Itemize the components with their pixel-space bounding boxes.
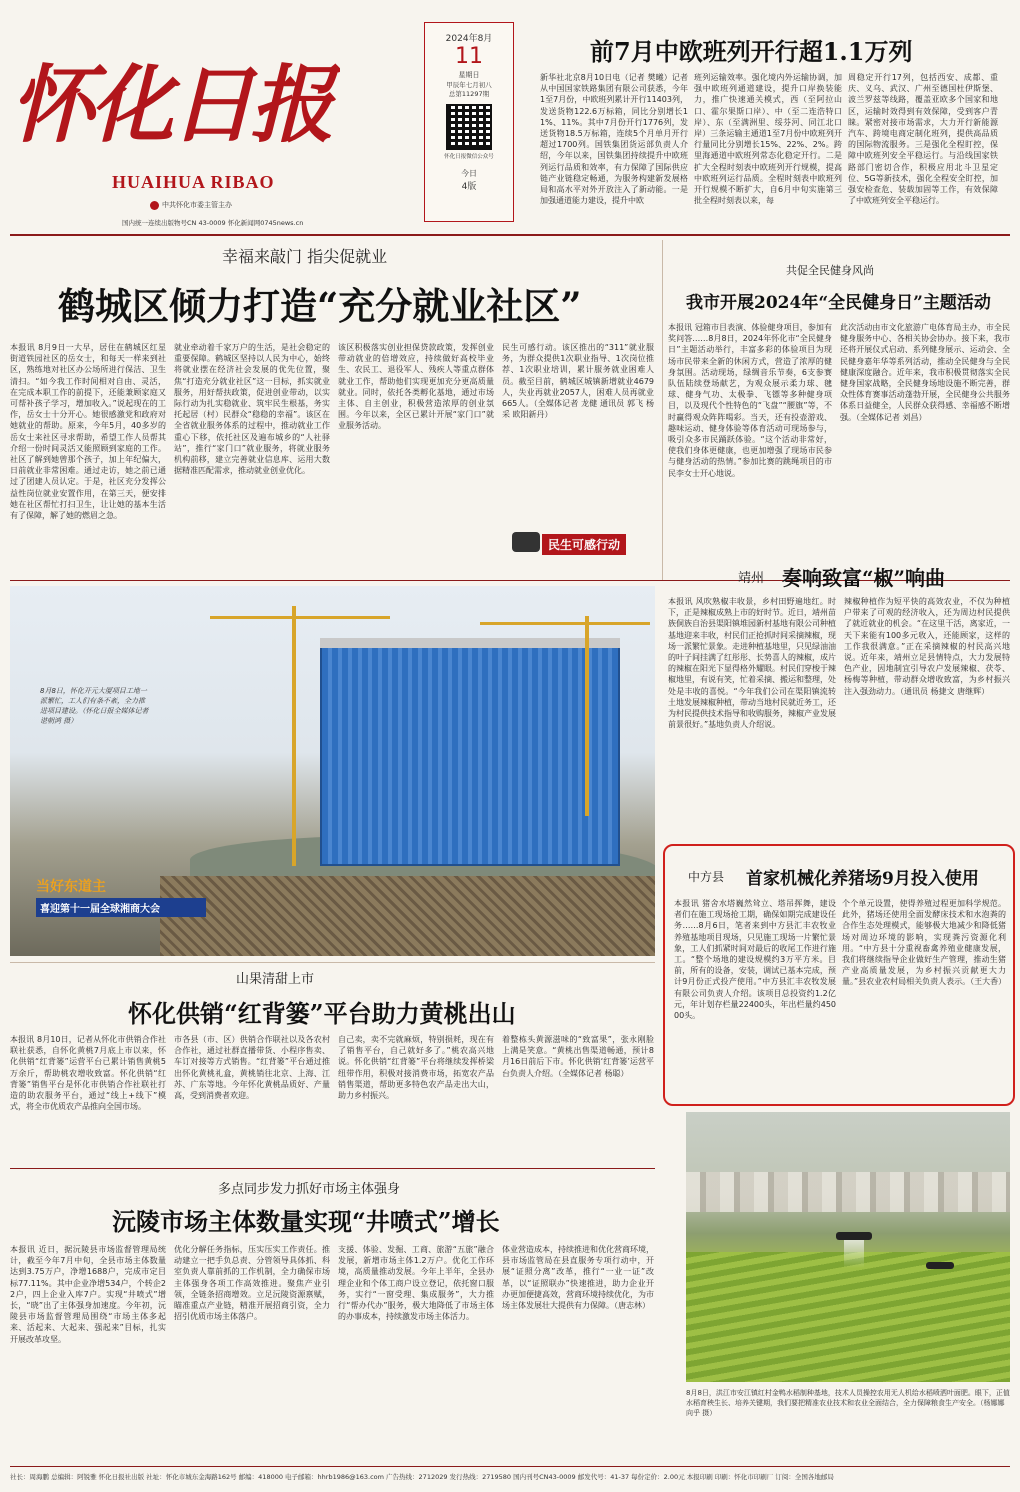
camera-icon xyxy=(512,532,540,552)
rice-field-caption: 8月8日，洪江市安江镇红村金鸭水稻制种基地，技术人员操控农用无人机给水稻喷洒叶面肥。眼下，正值水稻育秧生长、培养关键期，我们要把精准农业技术和农业全面结合，全力保障粮食生产安全。（杨娜娜 向乎 摄） xyxy=(686,1389,1010,1417)
lead-col-2: 班列运输效率。强化境内外运输协调，加强中欧班列通道建设，提升口岸换装能力，推广快速通关模式，西（至阿拉山口、霍尔果斯口岸）、中（至二连浩特口岸）、东（至满洲里、绥芬河、同江北口岸）三条运输主通道1至7月份中欧班列开行量同比分别增长15%、22%、2%。跨里海通道中欧班列常态化稳定开行。二是扩大全程时刻表中欧班列开行规模，提高中欧班列运行品质。全程时刻表中欧班列开行规模不断扩大，自6月中旬实施第三批全程时刻表以来，每 xyxy=(694,73,842,206)
date-lunar: 甲辰年七月初八 xyxy=(446,81,492,89)
peach-col-3: 自己卖，卖不完就麻烦，特别损耗，现在有了销售平台，自己就好多了。”桃农高兴地说。怀化供销“红背篓”平台将继续发挥桥梁纽带作用，积极对接消费市场，拓宽农产品销售渠道，帮助更多特色农产品走出大山，助力乡村振兴。 xyxy=(338,1035,494,1101)
crane-left xyxy=(292,606,296,866)
party-emblem-icon xyxy=(150,201,159,210)
construction-photo-caption: 8月8日，怀化开元大厦项目工地一派繁忙，工人们有条不紊，全力推进项目建设。（怀化日报全媒体记者 谌朝鸿 摄） xyxy=(40,687,149,725)
yuanling-col-3: 支援、体验、发掘、工商、旅游“五旅”融合发展，新增市场主体1.2万户。优化工作环境，高质量推动发展。今年上半年，全县办理企业和个体工商户设立登记，依托窗口服务，实行“一窗受理、集成服务”，大力推行“帮办代办”服务，极大地降低了市场主体的办事成本，持续激发市场主体活力。 xyxy=(338,1245,494,1322)
employment-headline[interactable]: 鹤城区倾力打造“充分就业社区” xyxy=(58,284,582,328)
pepper-headline[interactable]: 奏响致富“椒”响曲 xyxy=(782,566,946,590)
fitness-headline[interactable]: 我市开展2024年“全民健身日”主题活动 xyxy=(686,293,991,313)
fitness-col-2: 此次活动由市文化旅游广电体育局主办，市全民健身服务中心、各相关协会协办。接下来，我市还将开展仪式启动、系列健身展示、运动会、全民健身嘉年华等系列活动，推动全民健身与全民健康深度融合。近年来，我市积极贯彻落实全民健身国家战略，全民健身场地设施不断完善，群众性体育赛事活动蓬勃开展，全民健身公共服务体系日益健全，人民群众获得感、幸福感不断增强。（全媒体记者 刘昌） xyxy=(840,323,1010,422)
employment-col-3: 该区积极落实创业担保贷款政策，发挥创业带动就业的倍增效应，持续做好高校毕业生、农民工、退役军人、残疾人等重点群体就业工作，帮助他们实现更加充分更高质量就业。同时，依托各类孵化基地，通过市场主体、自主创业，积极营造浓厚的创业氛围。今年以来，全区已累计开展“家门口”就业服务活动。 xyxy=(338,343,494,431)
pepper-col-1: 本报讯 风吹熟椒丰收景，乡村田野遍地红。时下，正是辣椒成熟上市的好时节。近日，靖州苗族侗族自治县渠阳镇堆园新村基地有限公司种植基地迎来丰收，村民们正抢抓时间采摘辣椒，现场一派繁忙景象。走进种植基地里，只见绿油油的叶子间挂满了红彤彤、长势喜人的辣椒，成片的辣椒在阳光下显得格外耀眼。村民们穿梭于辣椒地里，有说有笑，忙着采摘、搬运和整理，处处是丰收的喜悦。“今年我们公司在渠阳镇流转土地发展辣椒种植，带动当地村民就近务工，还为村民提供技术指导和收购服务，辣椒产业发展前景很好。”基地负责人介绍说。 xyxy=(668,597,836,730)
sponsor-line: 中共怀化市委主管主办 xyxy=(150,200,232,210)
employment-badge-label: 民生可感行动 xyxy=(542,534,626,555)
building-scaffold xyxy=(320,646,620,866)
yuanling-col-4: 体业营造成本，持续推进和优化营商环境，县市场监管局在县直服务专项行动中，开展“证照分离”改革，推行“一业一证”改革，以“证照联办”快速推进，助力企业开办更加便捷高效，营商环境持续优化，为市场主体发展壮大提供有力保障。（唐志林） xyxy=(502,1245,654,1311)
construction-photo[interactable] xyxy=(10,586,655,956)
peach-col-1: 本报讯 8月10日，记者从怀化市供销合作社联社获悉，自怀化黄桃7月底上市以来，怀化供销“红背篓”运营平台已累计销售黄桃5万余斤，帮助桃农增收致富。怀化供销“红背篓”销售平台是怀化市供销合作社联社打造的助农服务平台，通过“线上+线下”模式，将全市优质农产品推向全国市场。 xyxy=(10,1035,166,1112)
pepper-col-2: 辣椒种植作为短平快的高效农业，不仅为种植户带来了可观的经济收入，还为周边村民提供了就近就业的机会。“在这里干活，离家近，一天下来能有100多元收入，还能顾家，这样的工作我很满意。”正在采摘辣椒的村民高兴地说。近年来，靖州立足县情特点，大力发展特色产业，因地制宜引导农户发展辣椒、茯苓、杨梅等种植，带动群众增收致富，为乡村振兴注入强劲动力。（通讯员 杨捷文 唐继辉） xyxy=(844,597,1010,696)
yuanling-kicker: 多点同步发力抓好市场主体强身 xyxy=(218,1182,401,1197)
date-year-month: 2024年8月 xyxy=(445,34,493,44)
rice-field-photo[interactable] xyxy=(686,1112,1010,1382)
section-divider-2 xyxy=(10,962,655,963)
footer-info: 社长：周海鹏 总编辑：阿锐雅 怀化日报社出版 社址：怀化市城东金海路162号 邮编：418000 电子邮箱：hhrb1986@163.com 广告热线：2712029 发行热线：2719580 国内刊号CN43-0009 邮发代号：41-37 每份定价：2.00元 本报印刷 印刷：怀化市印刷厂 订阅：全国各地邮局 xyxy=(10,1473,834,1481)
yuanling-headline[interactable]: 沅陵市场主体数量实现“井喷式”增长 xyxy=(112,1207,500,1236)
employment-col-1: 本报讯 8月9日一大早，居住在鹤城区红星街道铁园社区的岳女士，和每天一样来到社区，熟练地对社区办公场所进行保洁、卫生清扫。“如今我工作时间相对自由、灵活，在完成本职工作的前提下，还能兼顾家庭又可帮补孩子学习，增加收入。”说起现在的工作，岳女士十分开心。她很感激党和政府对她就业的帮助。原来，今年5月，40多岁的岳女士来社区寻求帮助，希望工作人员帮其介绍一份时间灵活又能照顾到家庭的工作。社区了解到她曾那个孩子，加上年纪偏大，日前就业非常困难。通过走访，她之前已通过了团建人员认定。于是，社区充分发挥公益性岗位就业安置作用，在第三天，便安排她在社区帮忙打扫卫生，让让她的基本生活有了保障，解了她的燃眉之急。 xyxy=(10,343,166,521)
yuanling-col-2: 优化分解任务指标，压实压实工作责任。推动建立一把手负总责、分管领导具体抓、科室负责人靠前抓的工作机制，全力确保市场主体强身各项工作高效推进。聚焦产业引领，全链条招商增效。立足沅陵资源禀赋，瞄准重点产业链，精准开展招商引资，全力招引优质市场主体落户。 xyxy=(174,1245,330,1322)
section-divider-3 xyxy=(10,1168,655,1169)
fitness-col-1: 本报讯 冠箱市目表演、体验健身项目，参加有奖问答……8月8日，2024年怀化市“全民健身日”主题活动举行，丰富多彩的体验项目为现场市民带来全新的休闲方式，营造了浓厚的健身氛围。活动现场，绿绸音乐节奏，6支参赛队伍陆续登场献艺，为观众展示柔力球、毽球、健身气功、太极拳、飞镖等多种健身项目，以及现代个性特色的“飞盘”“腰旗”等，不时赢得观众阵阵喝彩。当天，还有投壶游戏、趣味运动、健身体验等体育活动可现场参与，吸引众多市民踊跃体验。“这个活动非常好，使我们身体更健康，也更加增强了现场市民参与健身活动的热情。”参加比赛的跳绳项目的市民李女士开心地说。 xyxy=(668,323,832,478)
host-badge-bottom: 喜迎第十一届全球湘商大会 xyxy=(36,898,206,917)
date-day: 11 xyxy=(455,44,483,69)
pigfarm-kicker: 中方县 xyxy=(688,870,725,884)
masthead-divider xyxy=(10,234,1010,236)
lead-col-3: 周稳定开行17列，包括西安、成都、重庆、义乌、武汉、广州至德国杜伊斯堡、波兰罗兹等线路，覆盖亚欧多个国家和地区，运输时效得到有效保障，受到客户青睐。紧密对接市场需求，大力开行新能源汽车、跨境电商定制化班列，提供高品质的国际物流服务。三是强化全程盯控，保障中欧班列安全平稳运行。与沿线国家铁路部门密切合作，积极应用北斗卫星定位、5G等新技术，强化全程安全盯控，加强安检查危、装载加固等工作，有效保障了中欧班列安全平稳运行。 xyxy=(848,73,998,206)
crane-right xyxy=(585,616,589,816)
footer-divider xyxy=(10,1466,1010,1467)
masthead-logo: 怀化日报 xyxy=(10,55,331,154)
date-box xyxy=(424,22,514,222)
pigfarm-col-1: 本报讯 猪舍水塔巍然耸立、塔吊挥舞，建设者们在施工现场抢工期，确保如期完成建设任务……8月6日，笔者来到中方县汇丰农牧业养殖基地项目现场，只见施工现场一片繁忙景象，工人们抓紧时间对最后的收尾工作进行施工。“整个场地的建设规模约3万平方米。目前，所有的设备，安装，调试已基本完成，预计9月份正式投产使用。”中方县汇丰农牧发展有限公司负责人介绍。该项目总投资约1.2亿元，年计划存栏量22400头，年出栏量约45000头。 xyxy=(674,899,836,1021)
employment-col-2: 就业牵动着千家万户的生活，是社会稳定的重要保障。鹤城区坚持以人民为中心，始终将就业摆在经济社会发展的优先位置，聚焦“打造充分就业社区”这一目标，抓实就业服务，用好帮扶政策，促进创业带动，以实际行动为扎实稳就业、筑牢民生根基，务实托起居（村）民群众“稳稳的幸福”。该区在全省就业服务体系的过程中，推动就业工作重心下移，依托社区及遍布城乡的“人社驿站”，推行“家门口”就业服务，将就业服务机构前移，建立完善就业信息库、运用大数据精准匹配需求，推动就业创业优化。 xyxy=(174,343,330,476)
yuanling-col-1: 本报讯 近日，据沅陵县市场监督管理局统计，截至今年7月中旬，全县市场主体数量达到3.75万户，净增1688户，完成市定目标77.11%。其中企业净增534户，个转企22户，四上企业入库7户。实现“井喷式”增长，“晓”出了主体强身加速度。今年初，沅陵县市场监督管理局围绕“市场主体多起来、活起来、大起来、强起来”目标，扎实开展改革攻坚。 xyxy=(10,1245,166,1344)
host-badge-top: 当好东道主 xyxy=(36,879,106,895)
pigfarm-col-2: 个个单元设置，使得养殖过程更加科学规范。此外，猪场还使用全面发酵床技术和水泡粪的合作生态处理模式，能够极大地减少和降低猪场对周边环境的影响，实现粪污资源化利用。“中方县十分重视畜禽养殖业健康发展，我们将继续指导企业做好生产管理，推动生猪产业高质量发展，为乡村振兴贡献更大力量。”县农业农村局相关负责人表示。（王大香） xyxy=(842,899,1006,987)
today-label: 今日 xyxy=(461,169,477,178)
drone-icon-2 xyxy=(926,1262,954,1269)
lead-col-1: 新华社北京8月10日电（记者 樊曦）记者从中国国家铁路集团有限公司获悉，今年1至7月份，中欧班列累计开行11403列，发送货物122.6万标箱，同比分别增长11%、11%。其中7月份开行1776列，发送货物18.5万标箱，连续5个月单月开行超过1700列。国铁集团货运部负责人介绍，今年以来，国铁集团持续提升中欧班列运行品质和效率，有力保障了国际供应链产业链稳定畅通，为服务构建新发展格局和高水平对外开放注入了新动能。一是加强通道能力建设，提升中欧 xyxy=(540,73,688,206)
issue-number: 总第11297期 xyxy=(448,90,490,98)
peach-kicker: 山果清甜上市 xyxy=(236,972,315,987)
masthead xyxy=(0,0,1020,232)
fitness-kicker: 共促全民健身风尚 xyxy=(786,264,874,277)
pepper-kicker: 靖州 xyxy=(738,571,765,586)
employment-badge xyxy=(512,528,652,562)
employment-kicker: 幸福来敲门 指尖促就业 xyxy=(222,247,388,266)
peach-col-4: 着整栋头黄源滋味的“致富果”，张永刚脸上满是笑意。“黄桃出售渠道畅通，预计8月16日前后下市。怀化供销‘红背篓’运营平台负责人介绍。（全媒体记者 杨聪） xyxy=(502,1035,654,1078)
pigfarm-headline[interactable]: 首家机械化养猪场9月投入使用 xyxy=(746,869,979,889)
peach-headline[interactable]: 怀化供销“红背篓”平台助力黄桃出山 xyxy=(128,999,516,1028)
issn-line: 国内统一连续出版物号CN 43-0009 怀化新闻网0745news.cn xyxy=(122,219,304,227)
host-badge xyxy=(36,876,206,917)
date-weekday: 星期日 xyxy=(458,71,480,79)
qr-caption: 怀化日报微信公众号 xyxy=(444,154,494,160)
masthead-pinyin: HUAIHUA RIBAO xyxy=(112,172,275,192)
qr-code[interactable] xyxy=(446,104,492,150)
col-divider-right xyxy=(662,240,663,580)
lead-headline[interactable]: 前7月中欧班列开行超1.1万列 xyxy=(590,37,913,66)
drone-icon xyxy=(836,1232,872,1240)
pages-count: 4版 xyxy=(461,182,477,192)
employment-col-4: 民生可感行动。该区推出的“311”就业服务，为群众提供1次职业指导、1次岗位推荐、1次职业培训，累计服务就业困难人员。截至目前，鹤城区城镇新增就业4679人，失业再就业2057人，困难人员再就业665人。（全媒体记者 龙健 通讯员 郭飞 杨采 欧阳新丹） xyxy=(502,343,654,420)
peach-col-2: 市各县（市、区）供销合作联社以及各农村合作社，通过社群直播带货、小程序售卖、车订对接等方式销售。“红背篓”平台通过推出怀化黄桃礼盒，黄桃销往北京、上海、江苏、广东等地。今年怀化黄桃品质好、产量高，受到消费者欢迎。 xyxy=(174,1035,330,1101)
